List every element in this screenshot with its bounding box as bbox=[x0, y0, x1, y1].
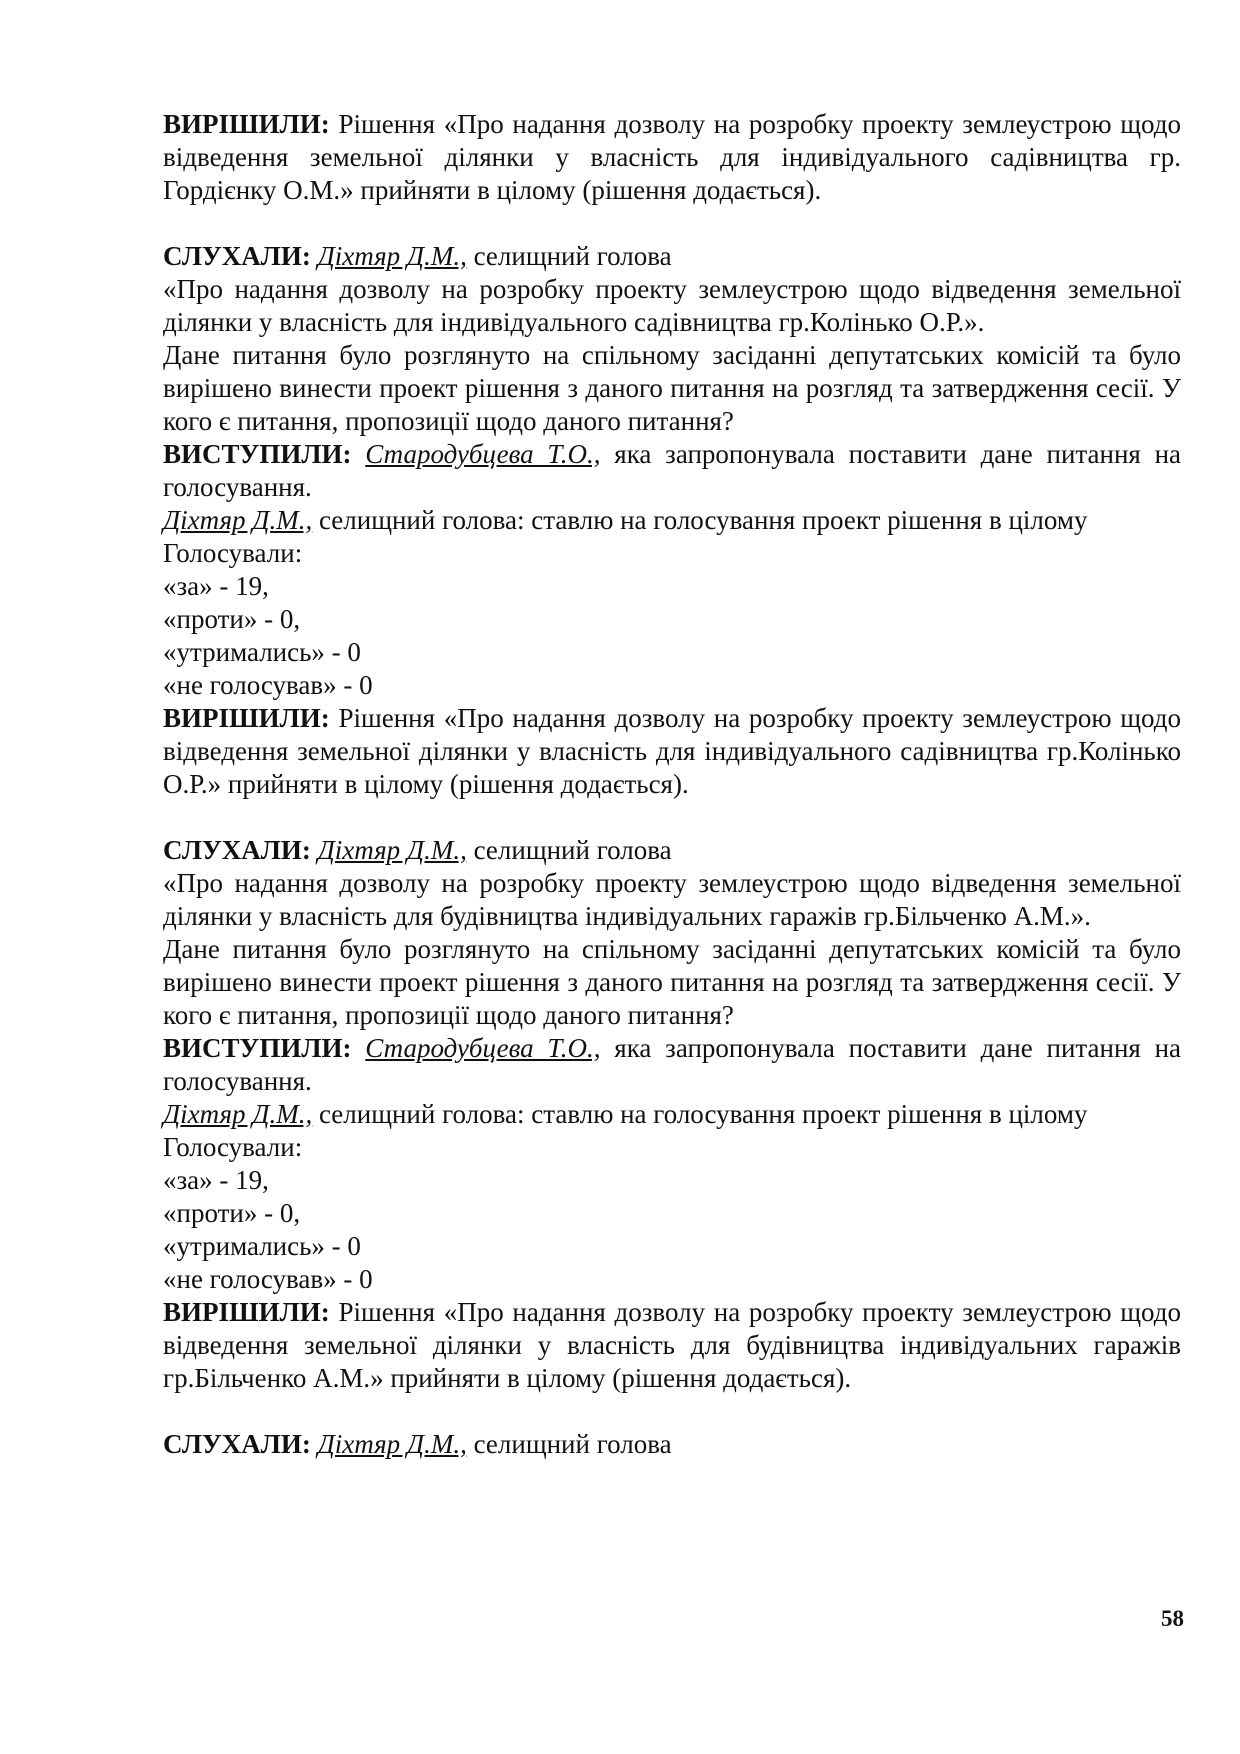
paragraph-gap bbox=[163, 207, 1181, 240]
heard-label: СЛУХАЛИ: bbox=[163, 1429, 311, 1459]
paragraph-gap bbox=[163, 1395, 1181, 1428]
resolution-text: Рішення «Про надання дозволу на розробку проекту землеустрою щодо відведення земельної ділянки у власність для індивідуального садівництва гр.Колінько О.Р.» прийняти в цілому (рішення додається). bbox=[163, 703, 1181, 799]
resolution-kolinko bbox=[163, 702, 1181, 801]
speaker-text: яка запропонувала поставити дане питання на голосування. bbox=[163, 1033, 1182, 1096]
resolution-text: Рішення «Про надання дозволу на розробку проекту землеустрою щодо відведення земельної ділянки у власність для будівництва індивідуальних гаражів гр.Більченко А.М.» прийняти в цілому (рішення додається). bbox=[163, 1297, 1181, 1393]
vote-call-text: селищний голова: ставлю на голосування проект рішення в цілому bbox=[312, 1099, 1088, 1129]
spoke-label: ВИСТУПИЛИ: bbox=[163, 439, 352, 469]
head-name: Діхтяр Д.М., bbox=[163, 1099, 313, 1129]
speaker-name: Стародубцева Т.О., bbox=[365, 1033, 601, 1063]
vote-abstained: «утримались» - 0 bbox=[163, 637, 361, 667]
heard-line bbox=[163, 1428, 1181, 1461]
vote-abstained: «утримались» - 0 bbox=[163, 1231, 361, 1261]
topic-bilchenko: «Про надання дозволу на розробку проекту землеустрою щодо відведення земельної ділянки у власність для будівництва індивідуальних гаражів гр.Більченко А.М.». bbox=[163, 868, 1181, 931]
voted-label: Голосували: bbox=[163, 1132, 303, 1162]
speaker-name: Стародубцева Т.О., bbox=[365, 439, 601, 469]
resolved-label: ВИРІШИЛИ: bbox=[163, 703, 330, 733]
discussion-text: Дане питання було розглянуто на спільному засіданні депутатських комісій та було вирішено винести проект рішення з даного питання на розгляд та затвердження сесії. У кого є питання, пропозиції щодо даного питання? bbox=[163, 934, 1181, 1030]
head-title: селищний голова bbox=[466, 241, 672, 271]
resolution-text: Рішення «Про надання дозволу на розробку проекту землеустрою щодо відведення земельної ділянки у власність для індивідуального садівництва гр. Гордієнку О.М.» прийняти в цілому (рішення додається). bbox=[163, 109, 1181, 205]
heard-line bbox=[163, 834, 1181, 867]
vote-against: «проти» - 0, bbox=[163, 604, 301, 634]
heard-label: СЛУХАЛИ: bbox=[163, 241, 311, 271]
vote-call bbox=[163, 504, 1181, 537]
vote-not-voted: «не голосував» - 0 bbox=[163, 1264, 373, 1294]
heard-label: СЛУХАЛИ: bbox=[163, 835, 311, 865]
topic-kolinko: «Про надання дозволу на розробку проекту землеустрою щодо відведення земельної ділянки у власність для індивідуального садівництва гр.Колінько О.Р.». bbox=[163, 274, 1181, 337]
head-title: селищний голова bbox=[466, 835, 672, 865]
head-name: Діхтяр Д.М., bbox=[163, 505, 313, 535]
head-name: Діхтяр Д.М., bbox=[317, 1429, 467, 1459]
head-name: Діхтяр Д.М., bbox=[317, 241, 467, 271]
heard-line bbox=[163, 240, 1181, 273]
vote-against: «проти» - 0, bbox=[163, 1198, 301, 1228]
resolved-label: ВИРІШИЛИ: bbox=[163, 1297, 330, 1327]
page-number: 58 bbox=[1161, 1606, 1184, 1631]
head-title: селищний голова bbox=[466, 1429, 672, 1459]
page-content bbox=[163, 108, 1181, 1461]
vote-for: «за» - 19, bbox=[163, 571, 269, 601]
paragraph-gap bbox=[163, 801, 1181, 834]
speaker-text: яка запропонувала поставити дане питання на голосування. bbox=[163, 439, 1182, 502]
head-name: Діхтяр Д.М., bbox=[317, 835, 467, 865]
spoke-line bbox=[163, 438, 1181, 504]
spoke-label: ВИСТУПИЛИ: bbox=[163, 1033, 352, 1063]
resolution-gordienko bbox=[163, 108, 1181, 207]
vote-call-text: селищний голова: ставлю на голосування проект рішення в цілому bbox=[312, 505, 1088, 535]
vote-for: «за» - 19, bbox=[163, 1165, 269, 1195]
vote-not-voted: «не голосував» - 0 bbox=[163, 670, 373, 700]
resolution-bilchenko bbox=[163, 1296, 1181, 1395]
discussion-text: Дане питання було розглянуто на спільному засіданні депутатських комісій та було вирішено винести проект рішення з даного питання на розгляд та затвердження сесії. У кого є питання, пропозиції щодо даного питання? bbox=[163, 340, 1181, 436]
vote-call bbox=[163, 1098, 1181, 1131]
spoke-line bbox=[163, 1032, 1181, 1098]
voted-label: Голосували: bbox=[163, 538, 303, 568]
resolved-label: ВИРІШИЛИ: bbox=[163, 109, 330, 139]
